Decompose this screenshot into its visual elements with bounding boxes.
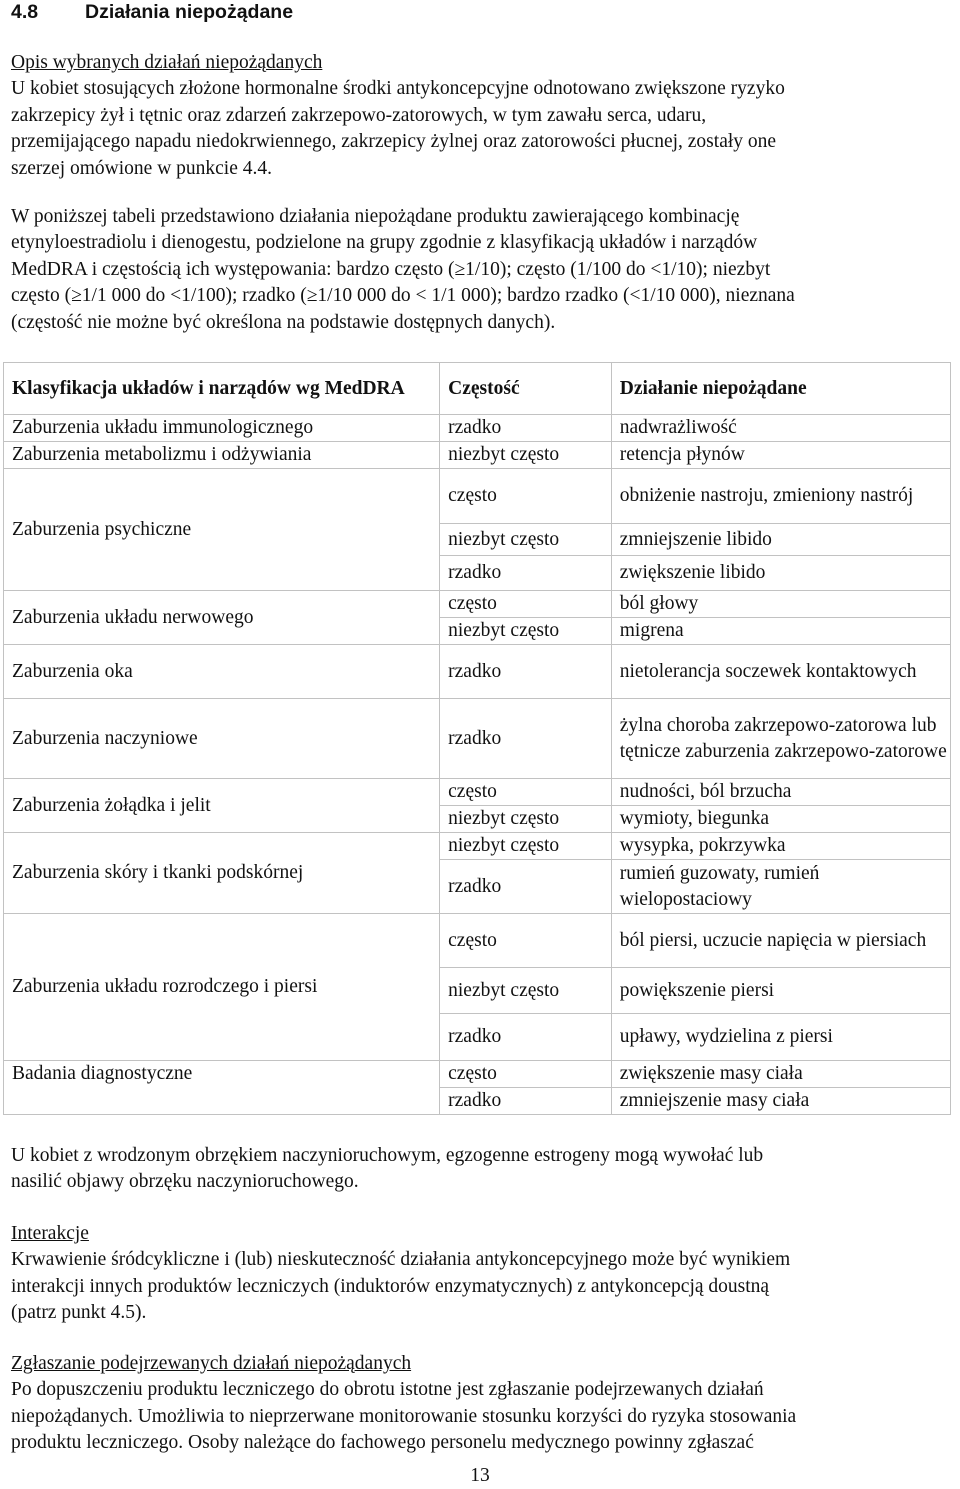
- interactions-section: [11, 1221, 943, 1327]
- table-row: [4, 914, 951, 968]
- reaction-cell: wymioty, biegunka: [611, 806, 950, 833]
- frequency-cell: niezbyt często: [440, 442, 612, 469]
- table-intro-paragraph: [11, 204, 943, 336]
- soc-cell: Zaburzenia układu nerwowego: [4, 591, 440, 645]
- paragraph-line: etynyloestradiolu i dienogestu, podzielone na grupy zgodnie z klasyfikacją układów i narządów: [11, 232, 758, 254]
- soc-cell: Zaburzenia układu rozrodczego i piersi: [4, 914, 440, 1061]
- section-number: 4.8: [11, 1, 39, 23]
- frequency-cell: rzadko: [440, 415, 612, 442]
- table-row: [4, 1061, 951, 1088]
- frequency-cell: niezbyt często: [440, 524, 612, 556]
- reaction-cell: retencja płynów: [611, 442, 950, 469]
- paragraph-line: W poniższej tabeli przedstawiono działania niepożądane produktu zawierającego kombinację: [11, 206, 740, 227]
- reaction-cell: wysypka, pokrzywka: [611, 833, 950, 860]
- paragraph-line: niepożądanych. Umożliwia to nieprzerwane monitorowanie stosunku korzyści do ryzyka stosowania: [11, 1405, 797, 1427]
- soc-cell: Zaburzenia metabolizmu i odżywiania: [4, 442, 440, 469]
- reaction-cell: zmniejszenie libido: [611, 524, 950, 556]
- table-row: [4, 645, 951, 699]
- frequency-cell: często: [440, 469, 612, 524]
- paragraph-line: U kobiet z wrodzonym obrzękiem naczynioruchowym, egzogenne estrogeny mogą wywołać lub: [11, 1145, 764, 1166]
- header-soc: Klasyfikacja układów i narządów wg MedDRA: [4, 363, 440, 415]
- frequency-cell: często: [440, 591, 612, 618]
- section-title: Działania niepożądane: [85, 1, 294, 23]
- soc-cell: Badania diagnostyczne: [4, 1061, 440, 1115]
- reaction-cell: nietolerancja soczewek kontaktowych: [611, 645, 950, 699]
- paragraph-line: interakcji innych produktów leczniczych (induktorów enzymatycznych) z antykoncepcją doustną: [11, 1275, 770, 1297]
- paragraph-line: szerzej omówione w punkcie 4.4.: [11, 157, 273, 179]
- paragraph-line: (patrz punkt 4.5).: [11, 1302, 147, 1324]
- frequency-cell: często: [440, 779, 612, 806]
- reaction-cell: zmniejszenie masy ciała: [611, 1088, 950, 1115]
- paragraph-line: MedDRA i częstością ich występowania: bardzo często (≥1/10); często (1/100 do <1/10); niezbyt: [11, 258, 771, 280]
- paragraph-line: produktu leczniczego. Osoby należące do fachowego personelu medycznego powinny zgłaszać: [11, 1432, 754, 1454]
- soc-cell: Zaburzenia skóry i tkanki podskórnej: [4, 833, 440, 914]
- reaction-cell: rumień guzowaty, rumień wielopostaciowy: [611, 860, 950, 914]
- reaction-cell: upławy, wydzielina z piersi: [611, 1014, 950, 1061]
- reaction-cell: ból piersi, uczucie napięcia w piersiach: [611, 914, 950, 968]
- frequency-cell: niezbyt często: [440, 968, 612, 1014]
- paragraph-line: nasilić objawy obrzęku naczynioruchowego.: [11, 1171, 359, 1193]
- soc-cell: Zaburzenia układu immunologicznego: [4, 415, 440, 442]
- reaction-cell: obniżenie nastroju, zmieniony nastrój: [611, 469, 950, 524]
- paragraph-line: przemijającego napadu niedokrwiennego, zakrzepicy żylnej oraz zatorowości płucnej, zostały one: [11, 131, 777, 153]
- frequency-cell: rzadko: [440, 556, 612, 591]
- frequency-cell: rzadko: [440, 860, 612, 914]
- interactions-heading: Interakcje: [11, 1223, 89, 1244]
- frequency-cell: często: [440, 1061, 612, 1088]
- frequency-cell: rzadko: [440, 1014, 612, 1061]
- soc-cell: Zaburzenia żołądka i jelit: [4, 779, 440, 833]
- section-heading: [11, 0, 293, 24]
- header-reaction: Działanie niepożądane: [611, 363, 950, 415]
- reporting-heading: Zgłaszanie podejrzewanych działań niepożądanych: [11, 1353, 412, 1374]
- adverse-reactions-table: [3, 362, 951, 1115]
- frequency-cell: często: [440, 914, 612, 968]
- soc-cell: Zaburzenia naczyniowe: [4, 699, 440, 779]
- reaction-cell: zwiększenie libido: [611, 556, 950, 591]
- soc-cell: Zaburzenia psychiczne: [4, 469, 440, 591]
- intro-heading: Opis wybranych działań niepożądanych: [11, 52, 323, 73]
- table-row: [4, 779, 951, 806]
- table-row: [4, 442, 951, 469]
- paragraph-line: U kobiet stosujących złożone hormonalne środki antykoncepcyjne odnotowano zwiększone ryzyko: [11, 78, 785, 100]
- table-row: [4, 469, 951, 524]
- frequency-cell: niezbyt często: [440, 806, 612, 833]
- frequency-cell: rzadko: [440, 645, 612, 699]
- reaction-cell: ból głowy: [611, 591, 950, 618]
- soc-cell: Zaburzenia oka: [4, 645, 440, 699]
- paragraph-line: (częstość nie możne być określona na podstawie dostępnych danych).: [11, 311, 556, 333]
- reaction-cell: żylna choroba zakrzepowo-zatorowa lub tętnicze zaburzenia zakrzepowo-zatorowe: [611, 699, 950, 779]
- header-frequency: Częstość: [440, 363, 612, 415]
- page-number: 13: [470, 1465, 490, 1486]
- paragraph-line: zakrzepicy żył i tętnic oraz zdarzeń zakrzepowo-zatorowych, w tym zawału serca, udaru,: [11, 104, 707, 126]
- reaction-cell: zwiększenie masy ciała: [611, 1061, 950, 1088]
- paragraph-line: Krwawienie śródcykliczne i (lub) nieskuteczność działania antykoncepcyjnego może być wynikiem: [11, 1249, 791, 1271]
- table-row: [4, 833, 951, 860]
- intro-paragraph: [11, 50, 943, 182]
- table-row: [4, 591, 951, 618]
- frequency-cell: rzadko: [440, 699, 612, 779]
- reaction-cell: migrena: [611, 618, 950, 645]
- paragraph-line: Po dopuszczeniu produktu leczniczego do obrotu istotne jest zgłaszanie podejrzewanych działań: [11, 1379, 764, 1401]
- frequency-cell: niezbyt często: [440, 833, 612, 860]
- table-header-row: [4, 363, 951, 415]
- reaction-cell: nadwrażliwość: [611, 415, 950, 442]
- reaction-cell: powiększenie piersi: [611, 968, 950, 1014]
- paragraph-line: często (≥1/1 000 do <1/100); rzadko (≥1/10 000 do < 1/1 000); bardzo rzadko (<1/10 000), nieznana: [11, 285, 795, 307]
- reporting-section: [11, 1351, 943, 1457]
- angioedema-paragraph: [11, 1143, 943, 1196]
- table-row: [4, 415, 951, 442]
- frequency-cell: rzadko: [440, 1088, 612, 1115]
- table-row: [4, 699, 951, 779]
- frequency-cell: niezbyt często: [440, 618, 612, 645]
- reaction-cell: nudności, ból brzucha: [611, 779, 950, 806]
